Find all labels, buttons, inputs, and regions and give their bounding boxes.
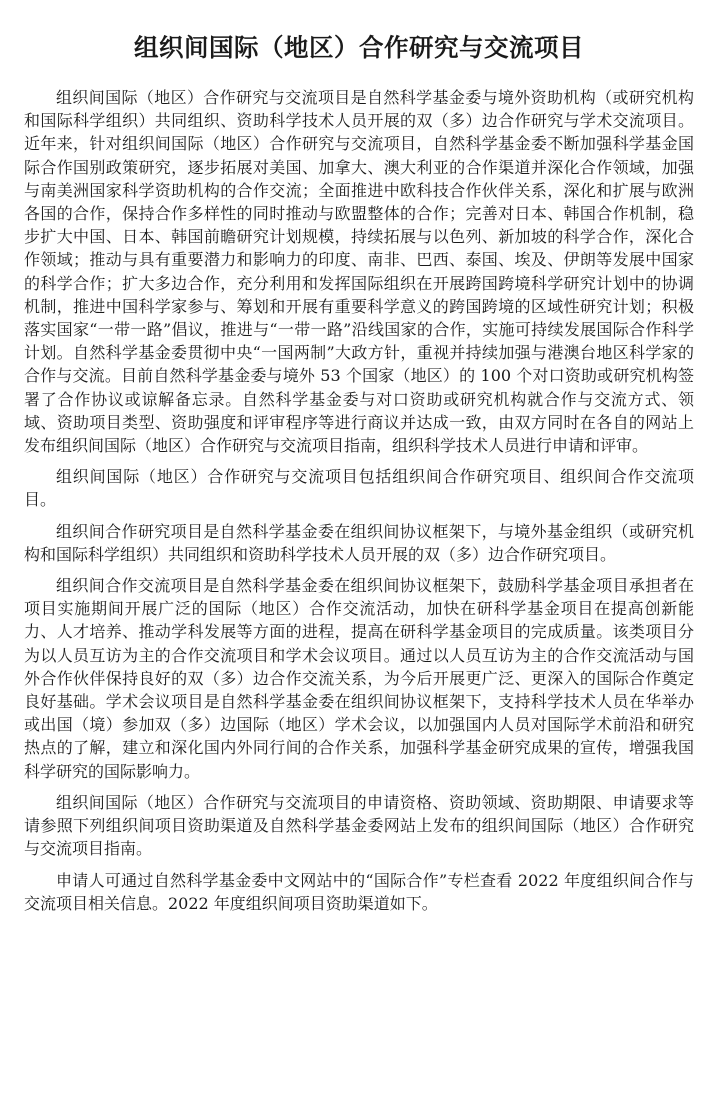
paragraph-funding-channels: 申请人可通过自然科学基金委中文网站中的“国际合作”专栏查看 2022 年度组织间合作与交流项目相关信息。2022 年度组织间项目资助渠道如下。 (24, 870, 694, 913)
page-title: 组织间国际（地区）合作研究与交流项目 (134, 33, 584, 62)
paragraph-project-types: 组织间国际（地区）合作研究与交流项目包括组织间合作研究项目、组织间合作交流项目。 (24, 467, 694, 510)
paragraph-overview: 组织间国际（地区）合作研究与交流项目是自然科学基金委与境外资助机构（或研究机构和国际科学组织）共同组织、资助科学技术人员开展的双（多）边合作研究与学术交流项目。近年来，针对组织间国际（地区）合作研究与交流项目，自然科学基金委不断加强科学基金国际合作国别政策研究，逐步拓展对美国、加拿大、澳大利亚的合作渠道并深化合作领域，加强与南美洲国家科学资助机构的合作交流；全面推进中欧科技合作伙伴关系，深化和扩展与欧洲各国的合作，保持合作多样性的同时推动与欧盟整体的合作；完善对日本、韩国合作机制，稳步扩大中国、日本、韩国前瞻研究计划规模，持续拓展与以色列、新加坡的科学合作，深化合作领域；推动与具有重要潜力和影响力的印度、南非、巴西、泰国、埃及、伊朗等发展中国家的科学合作；扩大多边合作，充分利用和发挥国际组织在开展跨国跨境科学研究计划中的协调机制，推进中国科学家参与、筹划和开展有重要科学意义的跨国跨境的区域性研究计划；积极落实国家“一带一路”倡议，推进与“一带一路”沿线国家的合作，实施可持续发展国际合作科学计划。自然科学基金委贯彻中央“一国两制”大政方针，重视并持续加强与港澳台地区科学家的合作与交流。目前自然科学基金委与境外 53 个国家（地区）的 100 个对口资助或研究机构签署了合作协议或谅解备忘录。自然科学基金委与对口资助或研究机构就合作与交流方式、领域、资助项目类型、资助强度和评审程序等进行商议并达成一致，由双方同时在各自的网站上发布组织间国际（地区）合作研究与交流项目指南，组织科学技术人员进行申请和评审。 (24, 88, 694, 456)
paragraph-research-projects: 组织间合作研究项目是自然科学基金委在组织间协议框架下，与境外基金组织（或研究机构和国际科学组织）共同组织和资助科学技术人员开展的双（多）边合作研究项目。 (24, 521, 694, 564)
paragraph-exchange-projects: 组织间合作交流项目是自然科学基金委在组织间协议框架下，鼓励科学基金项目承担者在项目实施期间开展广泛的国际（地区）合作交流活动，加快在研科学基金项目在提高创新能力、人才培养、推动学科发展等方面的进程，提高在研科学基金项目的完成质量。该类项目分为以人员互访为主的合作交流项目和学术会议项目。通过以人员互访为主的合作交流活动与国外合作伙伴保持良好的双（多）边合作交流关系，为今后开展更广泛、更深入的国际合作奠定良好基础。学术会议项目是自然科学基金委在组织间协议框架下，支持科学技术人员在华举办或出国（境）参加双（多）边国际（地区）学术会议，以加强国内人员对国际学术前沿和研究热点的了解，建立和深化国内外同行间的合作关系，加强科学基金研究成果的宣传，增强我国科学研究的国际影响力。 (24, 576, 694, 781)
document-body (24, 86, 694, 915)
paragraph-application-requirements: 组织间国际（地区）合作研究与交流项目的申请资格、资助领域、资助期限、申请要求等请参照下列组织间项目资助渠道及自然科学基金委网站上发布的组织间国际（地区）合作研究与交流项目指南。 (24, 792, 694, 859)
